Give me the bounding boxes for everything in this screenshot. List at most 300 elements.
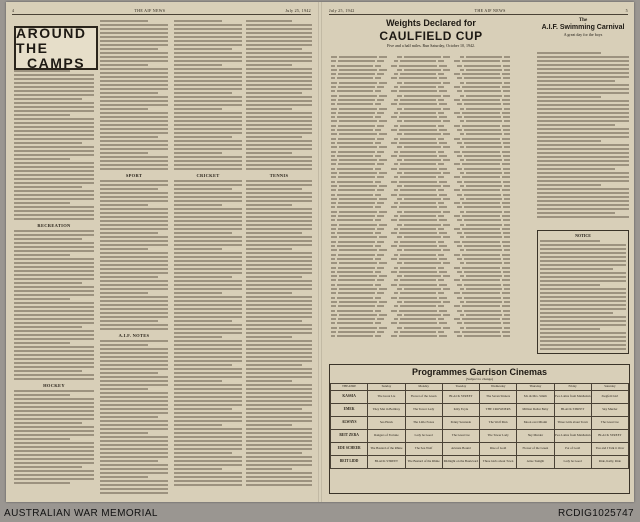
text-line [246,220,312,222]
text-line [100,484,168,486]
text-line [246,308,312,310]
text-line [100,140,168,142]
column-gap [389,262,395,264]
text-line [100,488,168,490]
entry-mark [391,90,397,92]
entry-mark [397,249,402,251]
entry-mark [466,314,502,316]
column-gap [512,249,518,251]
table-cell: BLACK STREET [442,391,479,404]
text-line [100,168,168,170]
entry-mark [462,254,500,256]
column-gap [446,125,452,127]
entry-mark [338,241,375,243]
column-gap [512,219,518,221]
text-line [174,316,242,318]
table-cell: The Bastard of the Rhine [405,456,442,469]
entry-mark [331,95,337,97]
column-gap [389,327,395,329]
entry-mark [394,331,398,333]
entry-mark [400,189,436,191]
right-header-title: THE AIF NEWS [474,7,506,13]
table-cell: BLACK STREET [368,456,405,469]
entry-mark [457,116,462,118]
text-line [246,228,312,230]
entry-mark [439,219,447,221]
entry-mark [377,151,384,153]
column-gap [512,189,518,191]
text-line [246,68,312,70]
column-gap [512,120,518,122]
entry-mark [439,142,447,144]
entry-mark [338,163,375,165]
column-gap [386,241,392,243]
table-cell: The Wolf Man [480,417,517,430]
entry-mark [379,262,387,264]
entry-mark [375,65,381,67]
race-entry-row [331,318,531,320]
column-gap [449,181,455,183]
text-line [100,92,158,94]
entry-mark [462,125,500,127]
entry-mark [331,168,335,170]
entry-mark [464,206,501,208]
column-gap [512,271,518,273]
entry-mark [377,254,384,256]
text-line [174,276,232,278]
entry-mark [404,108,441,110]
race-entry-row [331,172,531,174]
entry-mark [338,202,375,204]
text-line [14,286,94,288]
column-gap [512,103,518,105]
column-gap [389,301,395,303]
text-line [246,352,312,354]
text-line [100,248,148,250]
column-gap [446,60,452,62]
text-line [246,236,312,238]
column-gap [389,133,395,135]
entry-mark [400,318,436,320]
entry-mark [404,95,441,97]
column-gap [512,331,518,333]
entry-mark [460,69,464,71]
text-line [246,256,312,258]
text-line [100,416,158,418]
text-line [174,308,242,310]
weights-line1: Weights Declared for [386,18,476,28]
entry-mark [397,185,402,187]
text-line [14,318,94,320]
entry-mark [394,318,398,320]
column-gap [512,163,518,165]
entry-mark [439,206,447,208]
text-line [246,132,312,134]
column-gap [449,168,455,170]
text-line [540,344,626,346]
entry-mark [339,120,377,122]
text-line [174,48,232,50]
text-line [174,228,242,230]
entry-mark [443,82,450,84]
entry-mark [502,292,510,294]
entry-mark [503,322,510,324]
text-line [540,240,600,242]
entry-mark [462,292,500,294]
text-line [174,40,242,42]
text-line [540,296,626,298]
text-line [174,232,232,234]
entry-mark [331,146,337,148]
text-line [537,92,629,94]
column-gap [383,271,389,273]
entry-mark [454,279,460,281]
text-line [14,306,94,308]
column-gap [389,275,395,277]
entry-mark [391,297,397,299]
entry-mark [464,90,501,92]
entry-mark [379,236,387,238]
entry-mark [331,297,335,299]
text-line [100,232,158,234]
column-gap [446,163,452,165]
entry-mark [400,228,436,230]
left-column-3 [174,20,242,495]
column-gap [512,129,518,131]
text-line [246,48,302,50]
text-line [246,180,312,182]
text-line [246,356,312,358]
column-gap [383,194,389,196]
entry-mark [391,142,397,144]
entry-mark [337,322,373,324]
entry-mark [460,249,464,251]
column-gap [452,185,458,187]
column-gap [512,232,518,234]
entry-mark [394,305,398,307]
table-row [331,443,629,456]
text-line [14,190,94,192]
entry-mark [404,120,441,122]
entry-mark [331,232,335,234]
entry-mark [439,77,447,79]
column-gap [512,224,518,226]
text-line [14,478,94,480]
entry-mark [443,249,450,251]
entry-mark [331,202,336,204]
entry-mark [339,288,377,290]
entry-mark [454,202,460,204]
entry-mark [502,189,510,191]
text-line [174,140,242,142]
theatre-name: ALWAYS [331,417,368,430]
text-line [540,260,626,262]
column-gap [389,288,395,290]
entry-mark [379,185,387,187]
garrison-cinemas-box [329,364,630,494]
entry-mark [339,301,377,303]
left-column-1 [14,70,94,495]
entry-mark [375,232,381,234]
text-line [537,172,629,174]
table-cell: Two Latins from Manhattan [554,430,591,443]
text-line [100,52,168,54]
entry-mark [460,56,464,58]
entry-mark [443,146,450,148]
text-line [246,200,312,202]
entry-mark [375,77,381,79]
text-line [14,230,94,232]
text-line [537,116,629,118]
entry-mark [399,116,437,118]
column-gap [386,305,392,307]
text-line [174,300,242,302]
entry-mark [404,211,441,213]
entry-mark [439,271,447,273]
entry-mark [375,206,381,208]
text-line [100,216,168,218]
entry-mark [391,129,397,131]
column-gap [446,138,452,140]
entry-mark [443,314,450,316]
entry-mark [394,60,398,62]
race-entry-row [331,77,531,79]
text-line [537,148,629,150]
text-line [100,492,168,494]
entry-mark [503,232,510,234]
text-line [540,316,626,318]
entry-mark [404,262,441,264]
table-cell: The Great Lie [591,417,628,430]
column-gap [512,288,518,290]
entry-mark [460,120,464,122]
entry-mark [439,258,447,260]
text-line [14,70,70,72]
entry-mark [331,172,337,174]
text-line [540,304,626,306]
entry-mark [404,224,441,226]
entry-mark [399,284,437,286]
text-line [540,336,626,338]
text-line [246,460,312,462]
text-line [540,288,626,290]
col-thursday: Thursday [517,384,554,391]
column-gap [452,95,458,97]
text-line [174,392,242,394]
text-line [246,288,312,290]
text-line [14,214,94,216]
entry-mark [438,176,444,178]
entry-mark [379,211,387,213]
entry-mark [460,301,464,303]
entry-mark [504,275,510,277]
text-line [246,272,312,274]
column-gap [512,275,518,277]
entry-mark [504,185,510,187]
column-gap [383,116,389,118]
entry-mark [397,69,402,71]
entry-mark [438,73,444,75]
section-heading: HOCKEY [43,383,65,388]
entry-mark [443,172,450,174]
table-cell: BLACK STREET [591,430,628,443]
column-gap [386,254,392,256]
entry-mark [400,202,436,204]
entry-mark [337,90,373,92]
entry-mark [443,198,450,200]
race-entry-row [331,138,531,140]
entry-mark [331,125,336,127]
entry-mark [503,310,510,312]
column-gap [446,189,452,191]
entry-mark [438,151,444,153]
entry-mark [443,95,450,97]
entry-mark [439,232,447,234]
entry-mark [502,254,510,256]
masthead-line2: CAMPS [26,54,86,71]
text-line [246,316,312,318]
table-cell: Flower of the Green [405,391,442,404]
text-line [100,212,168,214]
text-line [14,330,94,332]
text-line [246,24,312,26]
entry-mark [457,219,462,221]
entry-mark [375,129,381,131]
text-line [246,404,312,406]
entry-mark [331,254,336,256]
entry-mark [466,69,502,71]
entry-mark [379,120,387,122]
column-gap [383,77,389,79]
entry-mark [331,335,335,337]
text-line [174,112,242,114]
text-line [246,212,312,214]
entry-mark [404,172,441,174]
text-line [14,154,94,156]
text-line [246,284,312,286]
entry-mark [504,146,510,148]
text-line [537,96,601,98]
text-line [14,398,94,400]
entry-mark [400,151,436,153]
text-line [14,474,94,476]
column-gap [512,142,518,144]
text-line [246,388,312,390]
text-line [174,448,242,450]
text-line [174,168,242,170]
entry-mark [397,159,402,161]
race-entry-row [331,112,531,114]
text-line [540,308,626,310]
text-line [540,284,600,286]
entry-mark [504,249,510,251]
text-line [14,130,94,132]
entry-mark [502,228,510,230]
text-line [174,104,242,106]
text-line [174,116,242,118]
entry-mark [397,108,402,110]
text-line [174,92,232,94]
text-line [100,112,168,114]
entry-mark [399,335,437,337]
table-cell: Ziegfeld Girl [591,391,628,404]
swimming-carnival-heading [537,18,629,37]
entry-mark [394,241,398,243]
text-line [14,94,94,96]
entry-mark [504,327,510,329]
text-line [14,338,94,340]
race-entry-row [331,99,531,101]
column-gap [512,95,518,97]
text-line [174,240,242,242]
entry-mark [460,185,464,187]
entry-mark [457,322,462,324]
text-line [246,96,312,98]
race-entry-row [331,120,531,122]
column-gap [386,125,392,127]
column-gap [389,120,395,122]
column-gap [383,129,389,131]
column-gap [512,73,518,75]
entry-mark [331,185,337,187]
text-line [100,388,148,390]
text-line [246,420,312,422]
column-gap [383,245,389,247]
column-gap [386,228,392,230]
race-entry-row [331,232,531,234]
column-gap [512,99,518,101]
entry-mark [438,60,444,62]
table-cell: Penny Serenade [442,417,479,430]
entry-mark [331,73,336,75]
text-line [100,180,168,182]
column-gap [449,245,455,247]
entry-mark [466,133,502,135]
text-line [246,104,312,106]
column-gap [512,65,518,67]
text-line [174,136,232,138]
race-entry-row [331,284,531,286]
text-line [537,140,601,142]
column-gap [512,314,518,316]
text-line [100,124,168,126]
entry-mark [339,275,377,277]
entry-mark [377,99,384,101]
text-line [100,196,168,198]
text-line [246,296,312,298]
entry-mark [454,189,460,191]
col-tuesday: Tuesday [442,384,479,391]
entry-mark [502,202,510,204]
entry-mark [331,138,336,140]
table-cell: Million Dollar Baby [517,404,554,417]
entry-mark [454,151,460,153]
text-line [246,136,302,138]
text-line [174,384,242,386]
column-gap [512,202,518,204]
entry-mark [394,86,398,88]
left-running-head [12,6,311,15]
text-line [246,144,312,146]
entry-mark [397,133,402,135]
text-line [174,376,242,378]
section-heading: TENNIS [269,173,289,178]
column-gap [512,254,518,256]
entry-mark [400,99,436,101]
text-line [174,484,242,486]
text-line [174,52,242,54]
text-line [100,308,168,310]
